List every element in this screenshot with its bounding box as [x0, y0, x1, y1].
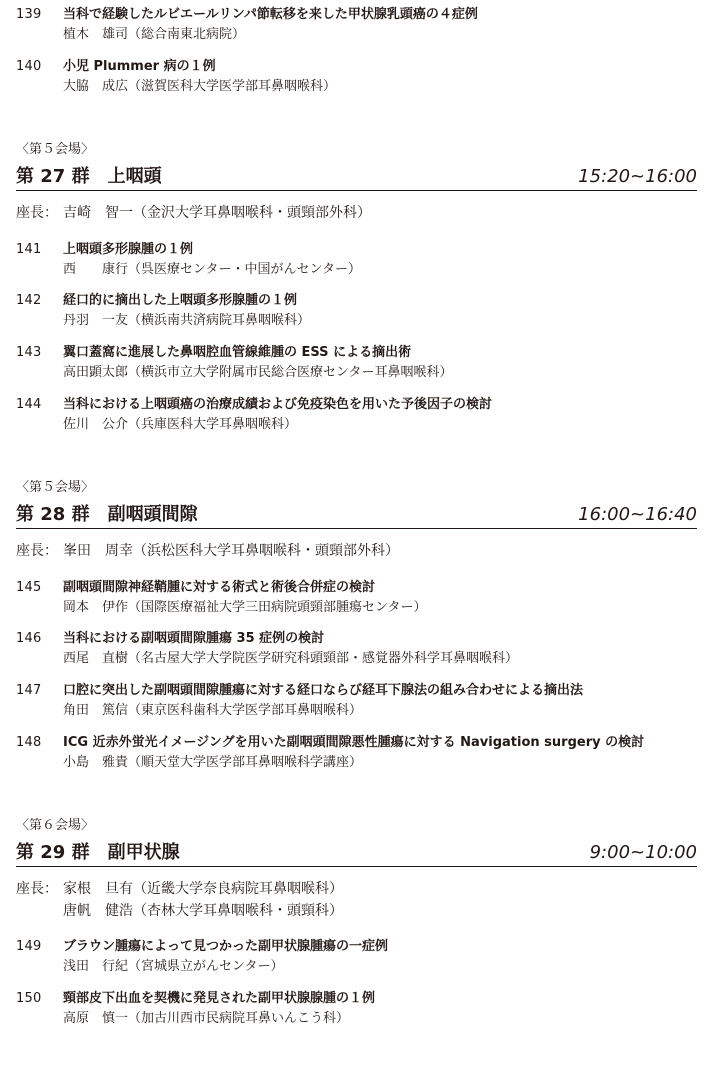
abstract-title: 口腔に突出した副咽頭間隙腫瘍に対する経口ならび経耳下腺法の組み合わせによる摘出法 — [63, 683, 584, 698]
abstract-number: 140 — [16, 59, 42, 74]
abstract-title: 小児 Plummer 病の１例 — [63, 59, 216, 74]
session-title: 第 29 群 副甲状腺 — [16, 842, 180, 863]
abstract-author: 植木 雄司（総合南東北病院） — [63, 27, 246, 42]
session-time: 15:20~16:00 — [578, 166, 697, 187]
chair-name: 家根 旦有（近畿大学奈良病院耳鼻咽喉科） — [63, 881, 343, 897]
abstract-number: 148 — [16, 735, 42, 750]
abstract-author: 西尾 直樹（名古屋大学大学院医学研究科頭頸部・感覚器外科学耳鼻咽喉科） — [63, 651, 519, 666]
session-chair — [16, 204, 371, 222]
abstract-author: 西 康行（呉医療センター・中国がんセンター） — [63, 262, 361, 277]
chair-label: 座長： — [16, 205, 58, 221]
session-chair — [16, 880, 343, 898]
abstract-number: 150 — [16, 991, 42, 1006]
abstract-author: 高田顕太郎（横浜市立大学附属市民総合医療センター耳鼻咽喉科） — [63, 365, 453, 380]
abstract-title: 上咽頭多形腺腫の１例 — [63, 242, 194, 257]
abstract-title: 副咽頭間隙神経鞘腫に対する術式と術後合併症の検討 — [63, 580, 376, 595]
abstract-title: 当科における上咽頭癌の治療成績および免疫染色を用いた予後因子の検討 — [63, 397, 493, 412]
abstract-title: 翼口蓋窩に進展した鼻咽腔血管線維腫の ESS による摘出術 — [63, 345, 412, 360]
abstract-number: 143 — [16, 345, 42, 360]
abstract-number: 139 — [16, 7, 42, 22]
session-time: 16:00~16:40 — [578, 504, 697, 525]
abstract-author: 高原 慎一（加古川西市民病院耳鼻いんこう科） — [63, 1011, 350, 1026]
abstract-title: ブラウン腫瘍によって見つかった副甲状腺腫瘍の一症例 — [63, 939, 389, 954]
chair-name-second: 唐帆 健浩（杏林大学耳鼻咽喉科・頭頸科） — [63, 903, 343, 919]
chair-name: 峯田 周幸（浜松医科大学耳鼻咽喉科・頭頸部外科） — [63, 543, 399, 559]
abstract-title: 当科で経験したルビエールリンパ節転移を来した甲状腺乳頭癌の４症例 — [63, 7, 478, 22]
chair-label: 座長： — [16, 881, 58, 897]
abstract-title: 経口的に摘出した上咽頭多形腺腫の１例 — [63, 293, 298, 308]
session-title: 第 27 群 上咽頭 — [16, 166, 162, 187]
abstract-author: 大脇 成広（滋賀医科大学医学部耳鼻咽喉科） — [63, 79, 337, 94]
chair-label: 座長： — [16, 543, 58, 559]
abstract-number: 145 — [16, 580, 42, 595]
session-header — [16, 842, 697, 867]
abstract-author: 小島 雅貴（順天堂大学医学部耳鼻咽喉科学講座） — [63, 755, 363, 770]
venue-label: 〈第６会場〉 — [16, 818, 95, 833]
abstract-title: ICG 近赤外蛍光イメージングを用いた副咽頭間隙悪性腫瘍に対する Navigation surgery の検討 — [63, 735, 645, 750]
session-header — [16, 166, 697, 191]
abstract-number: 144 — [16, 397, 42, 412]
venue-label: 〈第５会場〉 — [16, 480, 95, 495]
abstract-number: 147 — [16, 683, 42, 698]
venue-label: 〈第５会場〉 — [16, 142, 95, 157]
session-chair — [16, 542, 399, 560]
abstract-author: 岡本 伊作（国際医療福祉大学三田病院頭頸部腫瘍センター） — [63, 600, 427, 615]
abstract-title: 頸部皮下出血を契機に発見された副甲状腺腺腫の１例 — [63, 991, 376, 1006]
session-time: 9:00~10:00 — [589, 842, 697, 863]
abstract-number: 146 — [16, 631, 42, 646]
abstract-author: 丹羽 一友（横浜南共済病院耳鼻咽喉科） — [63, 313, 311, 328]
session-header — [16, 504, 697, 529]
abstract-author: 浅田 行紀（宮城県立がんセンター） — [63, 959, 284, 974]
session-title: 第 28 群 副咽頭間隙 — [16, 504, 198, 525]
abstract-title: 当科における副咽頭間隙腫瘍 35 症例の検討 — [63, 631, 325, 646]
abstract-author: 佐川 公介（兵庫医科大学耳鼻咽喉科） — [63, 417, 298, 432]
abstract-number: 142 — [16, 293, 42, 308]
abstract-author: 角田 篤信（東京医科歯科大学医学部耳鼻咽喉科） — [63, 703, 363, 718]
abstract-number: 149 — [16, 939, 42, 954]
abstract-number: 141 — [16, 242, 42, 257]
chair-name: 吉崎 智一（金沢大学耳鼻咽喉科・頭頸部外科） — [63, 205, 371, 221]
